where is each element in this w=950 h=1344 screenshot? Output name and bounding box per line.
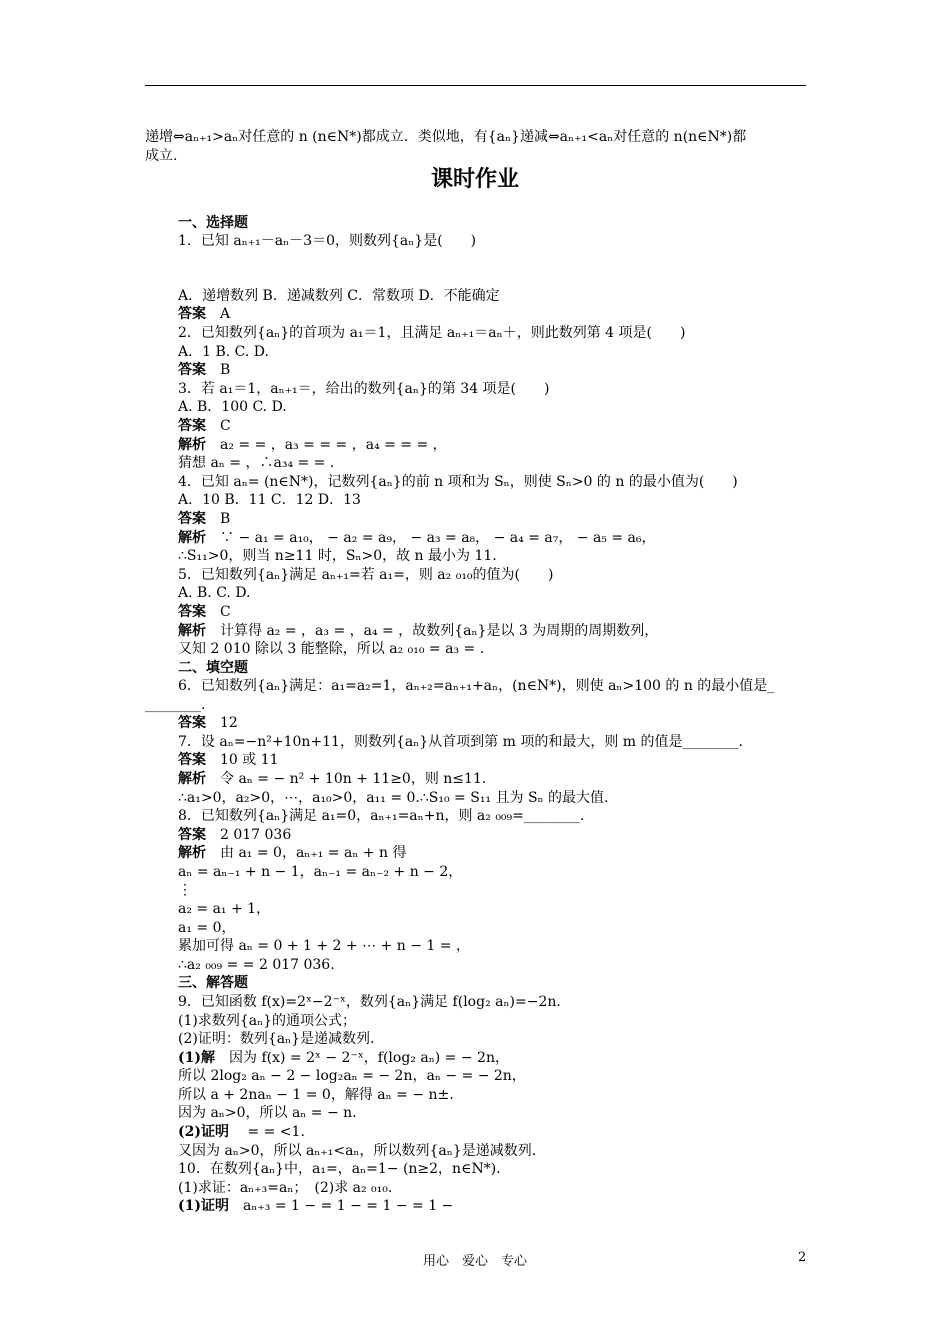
content-line: 7．设 aₙ=−n²+10n+11，则数列{aₙ}从首项到第 m 项的和最大，则 m 的值是________. — [178, 734, 743, 750]
content-line: 答案 10 或 11 — [178, 752, 279, 768]
content-line: 2．已知数列{aₙ}的首项为 a₁＝1，且满足 aₙ₊₁＝aₙ＋，则此数列第 4 项是( ) — [178, 325, 686, 341]
content-line: 因为 aₙ>0，所以 aₙ = − n. — [178, 1105, 357, 1121]
content-line: 猜想 aₙ = ，∴a₃₄ = = . — [178, 455, 335, 471]
page-title: 课时作业 — [430, 167, 519, 192]
content-line: 解析 a₂ = = ，a₃ = = = ，a₄ = = = ， — [178, 437, 447, 453]
content-line: 答案 A — [178, 306, 231, 322]
content-line: 6．已知数列{aₙ}满足：a₁=a₂=1，aₙ₊₂=aₙ₊₁+aₙ，(n∈N*)，则使 aₙ>100 的 n 的最小值是_ — [178, 678, 775, 694]
content-line: 解析 由 a₁ = 0，aₙ₊₁ = aₙ + n 得 — [178, 845, 407, 861]
content-line: A. B．100 C. D. — [178, 399, 287, 415]
page-number: 2 — [798, 1250, 807, 1265]
content-line: ________. — [145, 697, 206, 713]
content-line: 3．若 a₁＝1，aₙ₊₁＝，给出的数列{aₙ}的第 34 项是( ) — [178, 381, 550, 397]
content-line: A．10 B．11 C．12 D．13 — [178, 492, 361, 508]
header-line: 递增⇔aₙ₊₁>aₙ对任意的 n (n∈N*)都成立．类似地，有{aₙ}递减⇔aₙ₊₁<aₙ对任意的 n(n∈N*)都 — [145, 129, 747, 145]
content-line: 所以 2log₂ aₙ − 2 − log₂aₙ = − 2n，aₙ − = − 2n， — [178, 1068, 526, 1084]
content-line: 解析 ∵ − a₁ = a₁₀， − a₂ = a₉， − a₃ = a₈， − a₄ = a₇， − a₅ = a₆， — [178, 530, 656, 546]
content-line: (1)求数列{aₙ}的通项公式； — [178, 1013, 357, 1029]
content-line: 8．已知数列{aₙ}满足 a₁=0，aₙ₊₁=aₙ+n，则 a₂ ₀₀₉=________. — [178, 808, 585, 824]
content-line: (1)求证：aₙ₊₃=aₙ； (2)求 a₂ ₀₁₀. — [178, 1180, 393, 1196]
content-line: 5．已知数列{aₙ}满足 aₙ₊₁=若 a₁=，则 a₂ ₀₁₀的值为( ) — [178, 567, 554, 583]
content-line: 10．在数列{aₙ}中，a₁=，aₙ=1− (n≥2，n∈N*). — [178, 1161, 501, 1177]
section-heading: 一、选择题 — [178, 215, 248, 231]
content-line: 解析 令 aₙ = − n² + 10n + 11≥0，则 n≤11. — [178, 771, 487, 787]
content-line: 答案 B — [178, 511, 231, 527]
content-line: 4．已知 aₙ= (n∈N*)，记数列{aₙ}的前 n 项和为 Sₙ，则使 Sₙ>0 的 n 的最小值为( ) — [178, 474, 738, 490]
content-line: 累加可得 aₙ = 0 + 1 + 2 + ⋯ + n − 1 = ， — [178, 938, 470, 954]
content-line: (1)解 因为 f(x) = 2ˣ − 2⁻ˣ，f(log₂ aₙ) = − 2n， — [178, 1050, 509, 1066]
content-line: (2)证明：数列{aₙ}是递减数列. — [178, 1031, 375, 1047]
section-heading: 三、解答题 — [178, 975, 248, 991]
content-line: 答案 12 — [178, 715, 238, 731]
content-line: 答案 2 017 036 — [178, 827, 292, 843]
header-line: 成立. — [145, 148, 178, 164]
content-line: a₂ = a₁ + 1， — [178, 901, 271, 917]
content-line: 又知 2 010 除以 3 能整除，所以 a₂ ₀₁₀ = a₃ = . — [178, 641, 485, 657]
content-line: (2)证明 = = <1. — [178, 1124, 305, 1140]
section-heading: 二、填空题 — [178, 660, 248, 676]
content-line: aₙ = aₙ₋₁ + n − 1，aₙ₋₁ = aₙ₋₂ + n − 2， — [178, 864, 463, 880]
content-line: A．递增数列 B．递减数列 C．常数项 D．不能确定 — [178, 288, 500, 304]
content-line: 解析 计算得 a₂ = ，a₃ = ，a₄ = ，故数列{aₙ}是以 3 为周期的周期数列， — [178, 623, 659, 639]
content-line: 9．已知函数 f(x)=2ˣ−2⁻ˣ，数列{aₙ}满足 f(log₂ aₙ)=−2n. — [178, 994, 561, 1010]
content-line: a₁ = 0， — [178, 920, 236, 936]
content-line: (1)证明 aₙ₊₃ = 1 − = 1 − = 1 − = 1 − — [178, 1198, 454, 1214]
content-line: 答案 C — [178, 604, 231, 620]
footer-motto: 用心 爱心 专心 — [422, 1254, 527, 1269]
content-line: 1．已知 aₙ₊₁－aₙ－3＝0，则数列{aₙ}是( ) — [178, 233, 477, 249]
content-line: ∴a₁>0，a₂>0，⋯，a₁₀>0，a₁₁ = 0.∴S₁₀ = S₁₁ 且为 Sₙ 的最大值. — [178, 790, 609, 806]
header-rule — [145, 85, 806, 86]
content-line: ⋮ — [178, 882, 192, 898]
content-line: 答案 B — [178, 362, 231, 378]
content-line: 所以 a + 2naₙ − 1 = 0，解得 aₙ = − n±. — [178, 1087, 454, 1103]
content-line: A. B. C. D. — [178, 585, 251, 601]
content-line: ∴a₂ ₀₀₉ = = 2 017 036. — [178, 957, 335, 973]
content-line: ∴S₁₁>0，则当 n≥11 时，Sₙ>0，故 n 最小为 11. — [178, 548, 497, 564]
content-line: A．1 B. C. D. — [178, 344, 269, 360]
content-line: 又因为 aₙ>0，所以 aₙ₊₁<aₙ，所以数列{aₙ}是递减数列. — [178, 1143, 537, 1159]
content-line: 答案 C — [178, 418, 231, 434]
